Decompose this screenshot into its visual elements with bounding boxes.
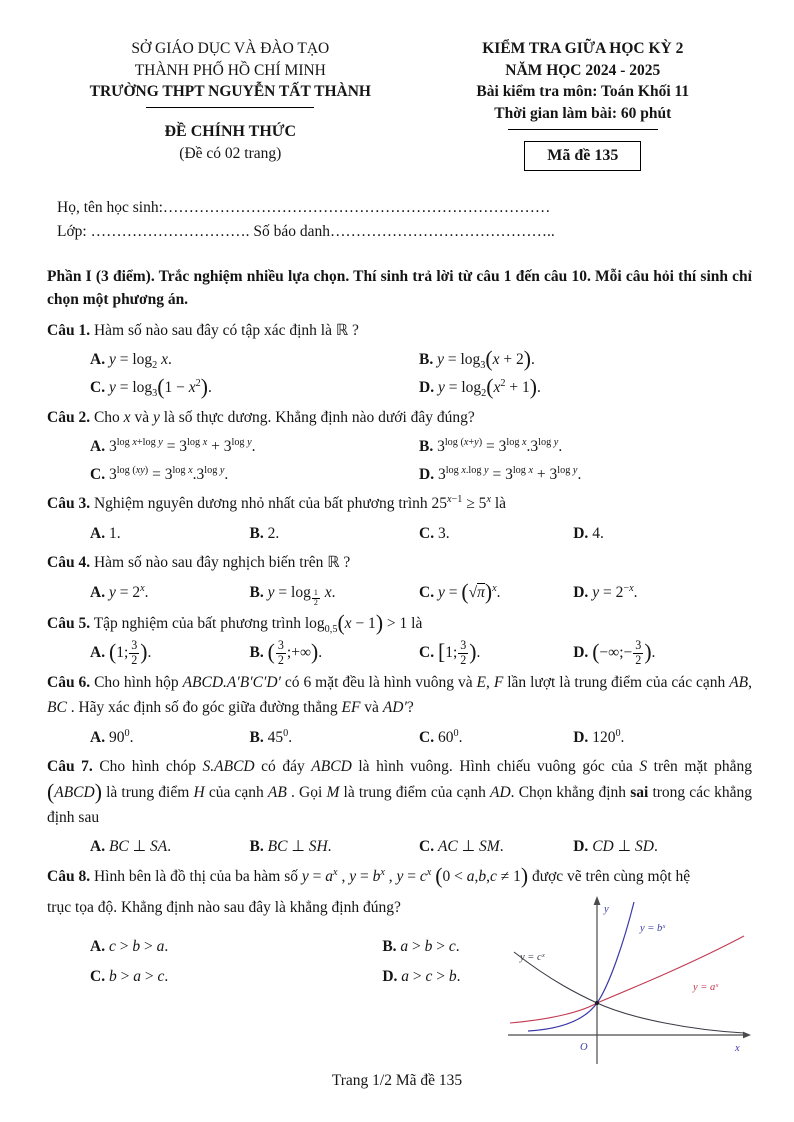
question-6 [47, 670, 752, 751]
options [47, 579, 752, 608]
y-axis-label: y [604, 903, 609, 915]
question-2-option-a: A. $3^{log x+log y} = 3^{log x} + 3^{log y}$. [90, 436, 256, 455]
official-exam-label: ĐỀ CHÍNH THỨC [164, 123, 297, 141]
question-7-option-c: C. AC ⊥ SM. [419, 837, 504, 855]
question-8-option-b: B. a > b > c. [382, 937, 460, 955]
question-8-left [47, 892, 500, 994]
question-2-option-b: B. $3^{log (x+y)} = 3^{log x}.3^{log y}$. [419, 436, 563, 455]
question-6-option-a: A. $90^0$. [90, 727, 134, 746]
intersection-point [595, 1001, 599, 1005]
student-name-line: Họ, tên học sinh:………………………………………………………………… [57, 199, 551, 217]
question-1-option-b: B. $y = \log_3(x + 2)$. [419, 346, 535, 371]
question-1 [47, 318, 752, 402]
question-5 [47, 611, 752, 668]
department-name: SỞ GIÁO DỤC VÀ ĐÀO TẠO [131, 40, 330, 57]
question-text-continued: trục tọa độ. Khẳng định nào sau đây là khẳng định đúng? [47, 898, 401, 916]
question-5-option-d: D. (−∞;− $\frac{3}{2}$ ). [573, 638, 656, 667]
curve-a-label: y = aˣ [693, 981, 719, 993]
question-text: Hàm số nào sau đây nghịch biến trên ℝ ? [93, 554, 351, 572]
header-right-divider [508, 129, 658, 130]
question-4-option-a: A. $y = 2^x$. [90, 582, 149, 601]
question-text: Tập nghiệm của bất phương trình $\log_{0,5}(x - 1) > 1$ là [93, 610, 423, 635]
student-class-line: Lớp: …………………………. Số báo danh…………………………………….. [57, 223, 555, 241]
header [47, 38, 752, 171]
question-1-option-a: A. $y = \log_2 x$. [90, 350, 172, 371]
questions [47, 318, 752, 861]
question-text: Hàm số nào sau đây có tập xác định là ℝ ? [93, 321, 359, 339]
options [47, 933, 496, 991]
question-1-option-d: D. $y = \log_2(x^2 + 1)$. [419, 374, 541, 399]
y-axis-arrow [594, 896, 601, 905]
question-text: Nghiệm nguyên dương nhỏ nhất của bất phương trình $25^{x-1} \ge 5^x$ là [93, 494, 507, 513]
options [47, 833, 752, 861]
question-text: Cho x và y là số thực dương. Khẳng định nào dưới đây đúng? [93, 408, 475, 426]
question-5-option-a: A. (1; $\frac{3}{2}$ ). [90, 638, 152, 667]
page-footer: Trang 1/2 Mã đề 135 [331, 1072, 463, 1089]
question-5-option-c: C. [1; $\frac{3}{2}$ ). [419, 638, 481, 667]
question-3-option-c: C. 3. [419, 524, 450, 542]
question-text: Cho hình hộp ABCD.A′B′C′D′ có 6 mặt đều là hình vuông và E, F lần lượt là trung điểm của các cạnh AB, BC . Hãy xác định số đo góc giữa đường thẳng EF và AD′? [47, 674, 753, 717]
question-2-option-c: C. $3^{log (xy)} = 3^{log x}.3^{log y}$. [90, 464, 229, 483]
origin-label: O [580, 1041, 588, 1053]
header-left [47, 38, 414, 171]
subject-line: Bài kiểm tra môn: Toán Khối 11 [476, 83, 690, 101]
question-4-option-c: C. $y = (√\pi)^x$. [419, 579, 501, 604]
question-2 [47, 405, 752, 489]
question-3-option-a: A. 1. [90, 524, 121, 542]
options [47, 520, 752, 548]
question-2-option-d: D. $3^{log x.log y} = 3^{log x} + 3^{log y}$. [419, 464, 582, 483]
question-7-option-d: D. CD ⊥ SD. [573, 837, 658, 855]
curve-a-increasing [510, 936, 744, 1023]
pages-note: (Đề có 02 trang) [179, 145, 282, 163]
part1-heading: Phần I (3 điểm). Trắc nghiệm nhiều lựa chọn. Thí sinh trả lời từ câu 1 đến câu 10. Mỗi câu hỏi thí sinh chỉ chọn một phương án. [47, 268, 752, 309]
student-info [47, 196, 752, 244]
options [47, 346, 752, 402]
school-year: NĂM HỌC 2024 - 2025 [505, 61, 661, 79]
exponential-graph [500, 892, 752, 1074]
question-8-row [47, 892, 752, 1074]
question-4-option-d: D. $y = 2^{-x}$. [573, 582, 638, 601]
curve-c-label: y = cˣ [520, 951, 545, 963]
question-3-option-b: B. 2. [249, 524, 280, 542]
question-5-option-b: B. ( $\frac{3}{2}$ ;+∞). [249, 638, 323, 667]
question-label: Câu 1. [47, 321, 91, 339]
question-8-option-a: A. c > b > a. [90, 937, 169, 955]
question-7-option-b: B. BC ⊥ SH. [249, 837, 332, 855]
question-6-option-d: D. $120^0$. [573, 727, 625, 746]
question-text: Hình bên là đồ thị của ba hàm số $y = a^x$ , $y = b^x$ , $y = c^x$ (0 < a,b,c ≠ 1) được vẽ trên cùng một hệ [93, 863, 691, 888]
options [47, 433, 752, 489]
options [47, 639, 752, 667]
curve-b-label: y = bˣ [640, 922, 666, 934]
exam-title: KIỂM TRA GIỮA HỌC KỲ 2 [482, 40, 684, 57]
question-4-option-b: B. y = log $_{\frac{1}{2}}$ x. [249, 583, 336, 607]
question-3-option-d: D. 4. [573, 524, 604, 542]
exam-code-box: Mã đề 135 [524, 141, 641, 171]
question-text: Cho hình chóp S.ABCD có đáy ABCD là hình vuông. Hình chiếu vuông góc của S trên mặt phẳng (ABCD) là trung điểm H của cạnh AB . Gọi M là trung điểm của cạnh AD. Chọn khẳng định sai trong các khẳng định sau [47, 758, 752, 826]
x-axis-arrow [743, 1031, 751, 1038]
school-name: TRƯỜNG THPT NGUYỄN TẤT THÀNH [89, 83, 371, 101]
question-8-option-d: D. a > c > b. [382, 967, 461, 985]
question-label: Câu 4. [47, 554, 91, 572]
question-1-option-c: C. $y = \log_3(1 - x^2)$. [90, 374, 212, 399]
question-6-option-c: C. $60^0$. [419, 727, 463, 746]
question-label: Câu 5. [47, 614, 91, 632]
question-6-option-b: B. $45^0$. [249, 727, 293, 746]
header-left-divider [146, 107, 314, 108]
header-right [414, 38, 752, 171]
question-8-option-c: C. b > a > c. [90, 967, 169, 985]
question-label: Câu 7. [47, 758, 93, 776]
question-7 [47, 754, 752, 860]
options [47, 724, 752, 752]
question-label: Câu 3. [47, 495, 91, 513]
x-axis-label: x [735, 1042, 740, 1054]
question-label: Câu 8. [47, 867, 91, 885]
question-8 [47, 864, 752, 1074]
question-label: Câu 2. [47, 408, 91, 426]
question-4 [47, 550, 752, 607]
question-7-option-a: A. BC ⊥ SA. [90, 837, 172, 855]
question-label: Câu 6. [47, 674, 91, 692]
duration-line: Thời gian làm bài: 60 phút [494, 105, 672, 123]
question-3 [47, 491, 752, 547]
city-name: THÀNH PHỐ HỒ CHÍ MINH [134, 61, 326, 79]
